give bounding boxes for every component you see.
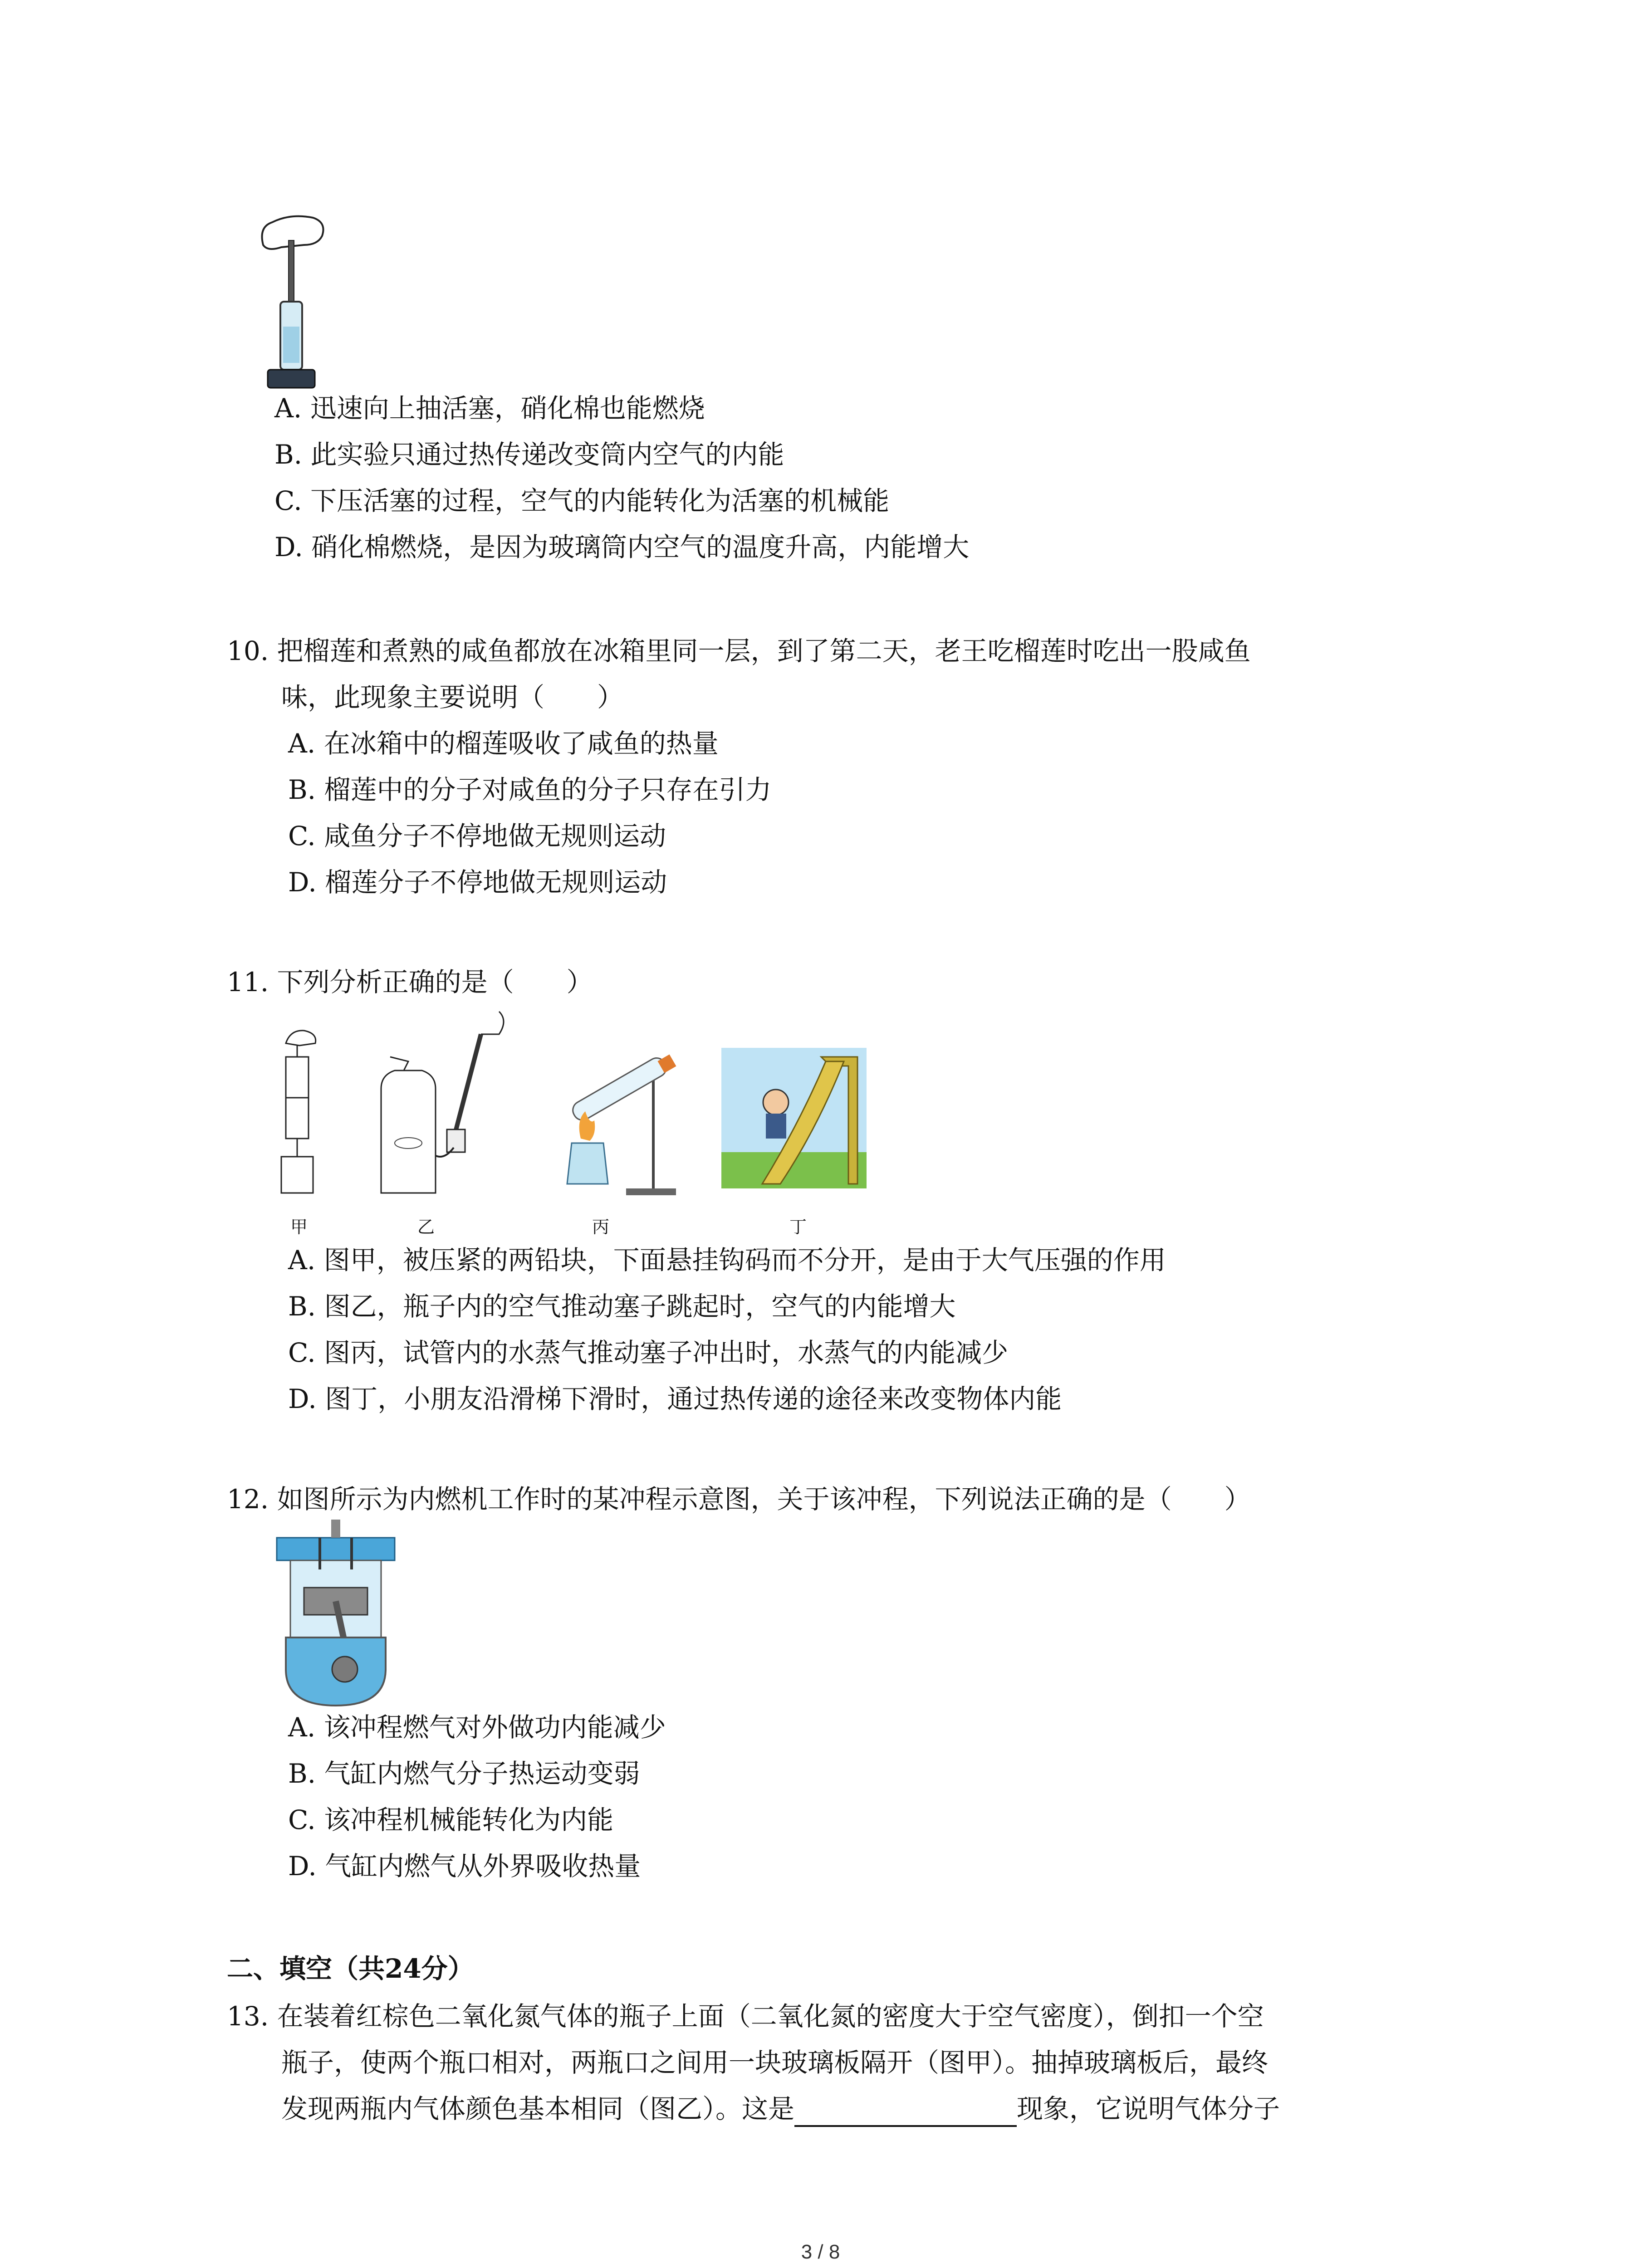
q12-option-a[interactable]: A. 该冲程燃气对外做功内能减少	[288, 1712, 666, 1743]
q10-stem-line2: 味，此现象主要说明（ ）	[281, 682, 624, 713]
page-number: 3 / 8	[801, 2241, 840, 2263]
q13-line1: 13. 在装着红棕色二氧化氮气体的瓶子上面（二氧化氮的密度大于空气密度），倒扣一个空	[227, 2001, 1264, 2032]
q13-line3-prefix: 发现两瓶内气体颜色基本相同（图乙）。这是	[281, 2093, 795, 2124]
q10-option-c[interactable]: C. 咸鱼分子不停地做无规则运动	[288, 821, 666, 851]
q10-stem-line1: 10. 把榴莲和煮熟的咸鱼都放在冰箱里同一层，到了第二天，老王吃榴莲时吃出一股咸鱼	[227, 635, 1251, 666]
lead-blocks-figure	[272, 1025, 322, 1198]
q11-option-b[interactable]: B. 图乙，瓶子内的空气推动塞子跳起时，空气的内能增大	[288, 1291, 956, 1322]
q13-line3-suffix: 现象，它说明气体分子	[1017, 2093, 1280, 2124]
q11-option-d[interactable]: D. 图丁，小朋友沿滑梯下滑时，通过热传递的途径来改变物体内能	[288, 1383, 1062, 1414]
q12-option-d[interactable]: D. 气缸内燃气从外界吸收热量	[288, 1851, 641, 1882]
q9-option-c[interactable]: C. 下压活塞的过程，空气的内能转化为活塞的机械能	[274, 485, 890, 516]
q11-caption-yi: 乙	[417, 1217, 435, 1237]
q11-option-a[interactable]: A. 图甲，被压紧的两铅块，下面悬挂钩码而不分开，是由于大气压强的作用	[288, 1245, 1166, 1276]
q12-stem: 12. 如图所示为内燃机工作时的某冲程示意图，关于该冲程，下列说法正确的是（ ）	[227, 1484, 1251, 1515]
fire-syringe-figure	[254, 213, 340, 395]
q9-option-d[interactable]: D. 硝化棉燃烧，是因为玻璃筒内空气的温度升高，内能增大	[274, 532, 970, 562]
section-title: 二、填空（共24分）	[227, 1953, 474, 1984]
slide-figure	[721, 1048, 867, 1188]
q11-caption-bing: 丙	[592, 1217, 610, 1237]
q10-option-a[interactable]: A. 在冰箱中的榴莲吸收了咸鱼的热量	[288, 728, 719, 759]
q11-caption-jia: 甲	[290, 1217, 308, 1237]
test-tube-figure	[540, 1052, 690, 1202]
q13-line3	[281, 2091, 1280, 2127]
q9-option-a[interactable]: A. 迅速向上抽活塞，硝化棉也能燃烧	[274, 393, 705, 424]
bottle-pump-figure	[363, 1002, 526, 1202]
q9-option-b[interactable]: B. 此实验只通过热传递改变筒内空气的内能	[274, 439, 784, 470]
q11-option-c[interactable]: C. 图丙，试管内的水蒸气推动塞子冲出时，水蒸气的内能减少	[288, 1337, 1009, 1368]
q13-line2: 瓶子，使两个瓶口相对，两瓶口之间用一块玻璃板隔开（图甲）。抽掉玻璃板后，最终	[281, 2047, 1269, 2078]
q10-option-d[interactable]: D. 榴莲分子不停地做无规则运动	[288, 867, 667, 898]
engine-stroke-figure	[272, 1520, 399, 1710]
q12-option-c[interactable]: C. 该冲程机械能转化为内能	[288, 1804, 614, 1835]
q13-answer-blank[interactable]	[794, 2100, 1017, 2127]
q10-option-b[interactable]: B. 榴莲中的分子对咸鱼的分子只存在引力	[288, 774, 772, 805]
q11-stem: 11. 下列分析正确的是（ ）	[227, 967, 593, 997]
q12-option-b[interactable]: B. 气缸内燃气分子热运动变弱	[288, 1758, 640, 1789]
q11-caption-ding: 丁	[789, 1217, 807, 1237]
